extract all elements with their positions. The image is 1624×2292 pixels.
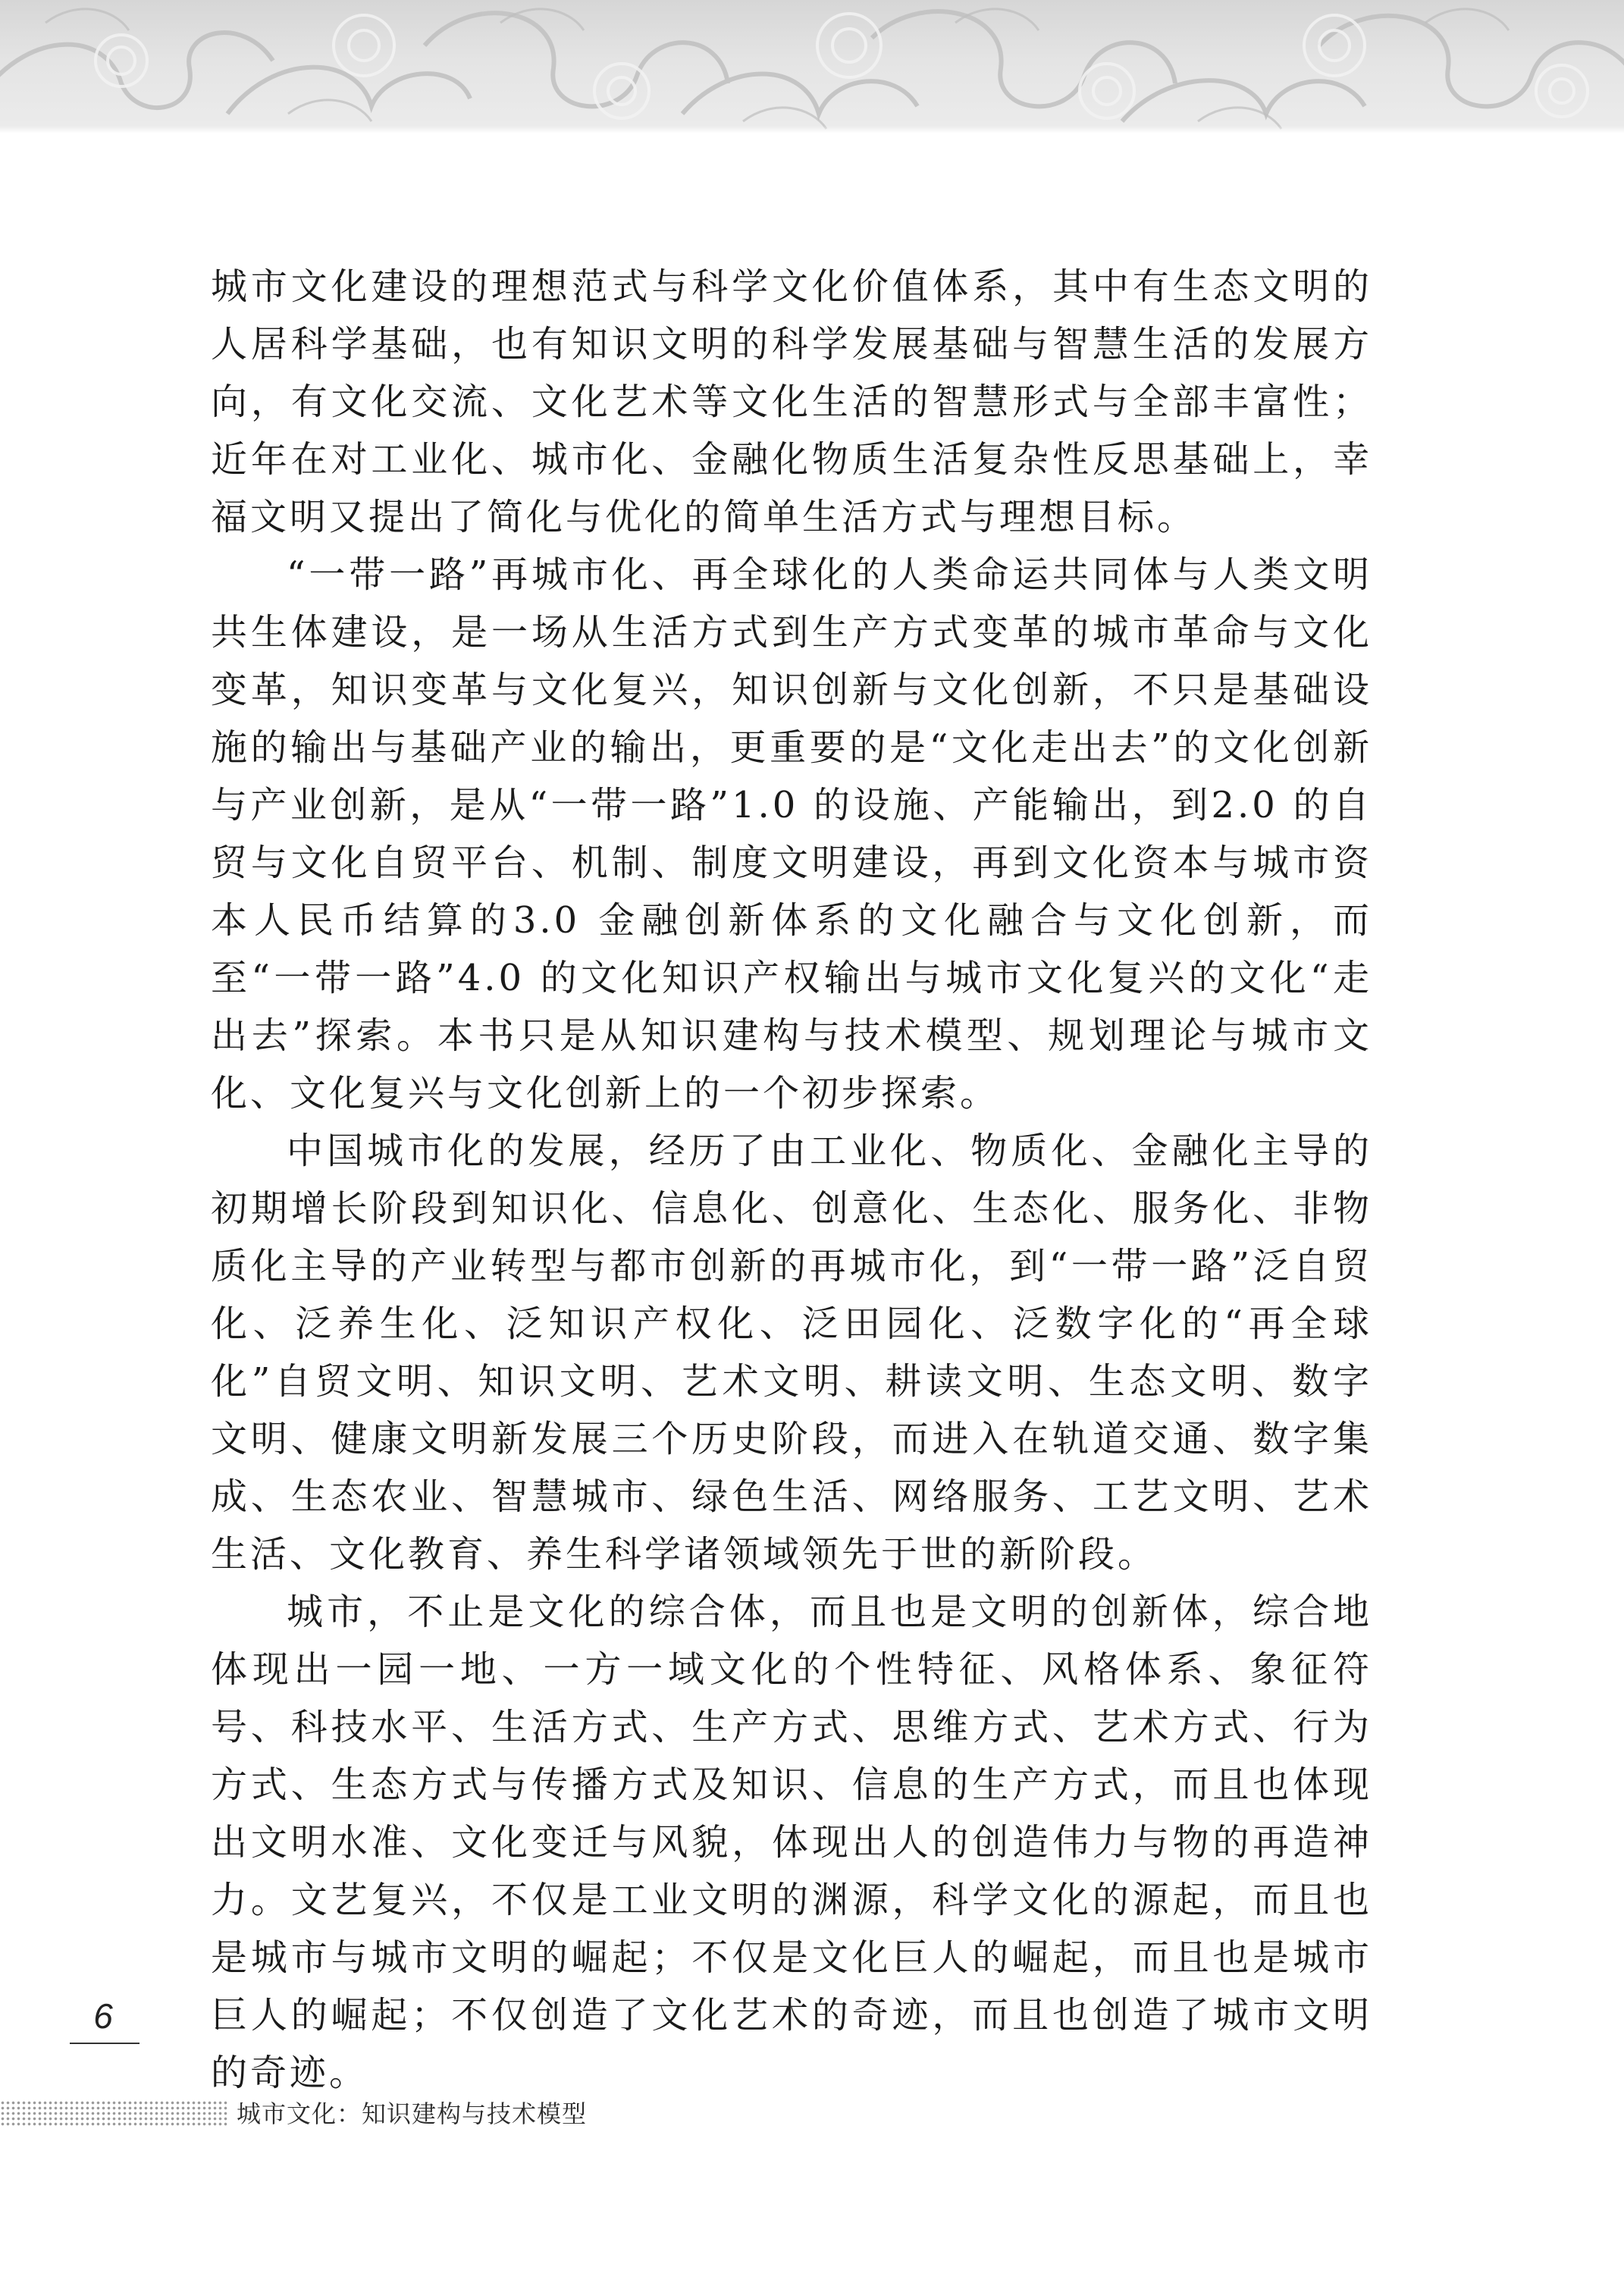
footer-dot-pattern <box>0 2100 227 2127</box>
main-text-body <box>211 258 1372 2102</box>
cloud-pattern-icon <box>0 0 1624 133</box>
page-number: 6 <box>93 1996 113 2036</box>
paragraph-2: “一带一路”再城市化、再全球化的人类命运共同体与人类文明共生体建设，是一场从生活方式到生产方式变革的城市革命与文化变革，知识变革与文化复兴，知识创新与文化创新，不只是基础设施的输出与基础产业的输出，更重要的是“文化走出去”的文化创新与产业创新，是从“一带一路”1.0 的设施、产能输出，到2.0 的自贸与文化自贸平台、机制、制度文明建设，再到文化资本与城市资本人民币结算的3.0 金融创新体系的文化融合与文化创新，而至“一带一路”4.0 的文化知识产权输出与城市文化复兴的文化“走出去”探索。本书只是从知识建构与技术模型、规划理论与城市文化、文化复兴与文化创新上的一个初步探索。 <box>211 553 1372 1115</box>
paragraph-4: 城市，不止是文化的综合体，而且也是文明的创新体，综合地体现出一园一地、一方一域文化的个性特征、风格体系、象征符号、科技水平、生活方式、生产方式、思维方式、艺术方式、行为方式、生态方式与传播方式及知识、信息的生产方式，而且也体现出文明水准、文化变迁与风貌，体现出人的创造伟力与物的再造神力。文艺复兴，不仅是工业文明的渊源，科学文化的源起，而且也是城市与城市文明的崛起；不仅是文化巨人的崛起，而且也是城市巨人的崛起；不仅创造了文化艺术的奇迹，而且也创造了城市文明的奇迹。 <box>211 1591 1372 2094</box>
footer-book-title: 城市文化：知识建构与技术模型 <box>237 2099 588 2128</box>
page-number-underline <box>70 2043 140 2044</box>
paragraph-3: 中国城市化的发展，经历了由工业化、物质化、金融化主导的初期增长阶段到知识化、信息化、创意化、生态化、服务化、非物质化主导的产业转型与都市创新的再城市化，到“一带一路”泛自贸化、泛养生化、泛知识产权化、泛田园化、泛数字化的“再全球化”自贸文明、知识文明、艺术文明、耕读文明、生态文明、数字文明、健康文明新发展三个历史阶段，而进入在轨道交通、数字集成、生态农业、智慧城市、绿色生活、网络服务、工艺文明、艺术生活、文化教育、养生科学诸领域领先于世的新阶段。 <box>211 1130 1372 1576</box>
paragraph-1: 城市文化建设的理想范式与科学文化价值体系，其中有生态文明的人居科学基础，也有知识文明的科学发展基础与智慧生活的发展方向，有文化交流、文化艺术等文化生活的智慧形式与全部丰富性；近年在对工业化、城市化、金融化物质生活复杂性反思基础上，幸福文明又提出了简化与优化的简单生活方式与理想目标。 <box>211 265 1372 538</box>
decorative-cloud-header <box>0 0 1624 133</box>
